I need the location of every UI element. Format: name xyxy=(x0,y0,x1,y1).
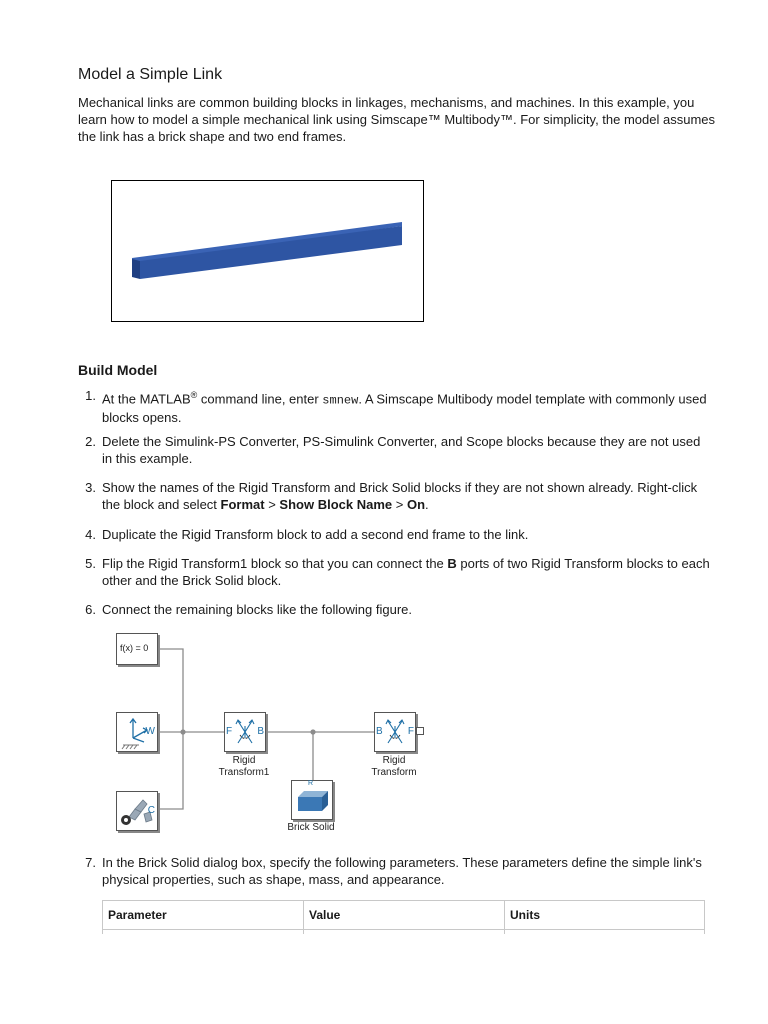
link-render-figure xyxy=(111,180,424,322)
step-number: 3. xyxy=(85,480,96,495)
step-text: Delete the Simulink-PS Converter, PS-Simulink Converter, and Scope blocks because they are not used in this example. xyxy=(102,434,701,466)
rt2-port-left: B xyxy=(376,726,383,737)
brick-solid-label: Brick Solid xyxy=(287,822,335,833)
menu-on: On xyxy=(406,497,426,512)
step-number: 7. xyxy=(85,855,96,870)
step-text-part: Flip the Rigid Transform1 block so that you can connect the xyxy=(102,556,448,571)
label-line: Transform1 xyxy=(218,767,270,778)
step-text xyxy=(102,479,712,513)
menu-format: Format xyxy=(220,497,265,512)
junction-dot xyxy=(180,729,185,734)
rigid-transform1-label xyxy=(204,755,284,779)
junction-dot xyxy=(310,729,315,734)
step-number: 6. xyxy=(85,602,96,617)
header-units: Units xyxy=(505,901,705,930)
menu-separator: > xyxy=(392,497,407,512)
link-render-svg xyxy=(112,181,423,321)
config-line xyxy=(157,732,183,809)
port-b-bold: B xyxy=(447,556,457,571)
step-text-part: . A Simscape Multibody model template with commonly used blocks opens. xyxy=(102,391,707,426)
menu-separator: > xyxy=(264,497,280,512)
step-text xyxy=(102,387,712,426)
rigid-transform-label xyxy=(354,755,434,779)
rigid-transform-block[interactable] xyxy=(374,712,416,752)
block-diagram xyxy=(100,625,440,840)
step-number: 4. xyxy=(85,527,96,542)
rt1-port-left: F xyxy=(226,726,233,737)
solver-configuration-block[interactable] xyxy=(116,633,158,665)
step-number: 5. xyxy=(85,556,96,571)
table-header-row xyxy=(103,901,705,930)
label-line: Rigid xyxy=(232,755,256,766)
table-row xyxy=(103,930,705,935)
rt2-port-right: F xyxy=(407,726,414,737)
intro-paragraph: Mechanical links are common building blocks in linkages, mechanisms, and machines. In this example, you learn how to model a simple mechanical link using Simscape™ Multibody™. For simplicity, the model assumes the link has a brick shape and two end frames. xyxy=(78,95,716,144)
solver-line xyxy=(158,649,183,732)
step-number: 2. xyxy=(85,434,96,449)
rigid-transform1-block[interactable] xyxy=(224,712,266,752)
parameter-table xyxy=(102,900,705,934)
menu-show-block-name: Show Block Name xyxy=(279,497,393,512)
world-frame-block[interactable] xyxy=(116,712,158,752)
step-text-part: At the MATLAB xyxy=(102,391,191,407)
step-text: Duplicate the Rigid Transform block to add a second end frame to the link. xyxy=(102,527,529,542)
link-end-face xyxy=(132,259,140,279)
build-model-heading: Build Model xyxy=(78,362,158,378)
label-line: Transform xyxy=(371,767,417,778)
label-line: Rigid xyxy=(382,755,406,766)
registered-mark: ® xyxy=(190,390,198,400)
step-text-part: Show the names of the Rigid Transform and Brick Solid blocks if they are not shown already. Right-click the block and select xyxy=(102,480,698,512)
world-port-label: W xyxy=(145,726,155,737)
step-text-part: . xyxy=(425,497,429,512)
rt1-port-right: B xyxy=(257,726,264,737)
brick-port-label: R xyxy=(308,780,314,787)
rt2-port-connector[interactable] xyxy=(416,727,424,735)
header-value: Value xyxy=(304,901,505,930)
config-port-label: C xyxy=(147,805,155,816)
brick-solid-block[interactable] xyxy=(291,780,333,820)
step-text: In the Brick Solid dialog box, specify the following parameters. These parameters define the simple link's physical properties, such as shape, mass, and appearance. xyxy=(102,855,702,887)
mechanism-configuration-block[interactable] xyxy=(116,791,158,831)
header-parameter: Parameter xyxy=(103,901,304,930)
step-text xyxy=(102,555,712,589)
step-text-part: command line, enter xyxy=(197,391,323,407)
command-code: smnew xyxy=(322,393,359,408)
solver-label: f(x) = 0 xyxy=(120,643,149,653)
step-text-part: ports of two Rigid Transform blocks to each other and the Brick Solid block. xyxy=(102,556,710,588)
step-text: Connect the remaining blocks like the following figure. xyxy=(102,602,413,617)
step-number: 1. xyxy=(85,388,96,403)
page-title: Model a Simple Link xyxy=(78,66,223,83)
